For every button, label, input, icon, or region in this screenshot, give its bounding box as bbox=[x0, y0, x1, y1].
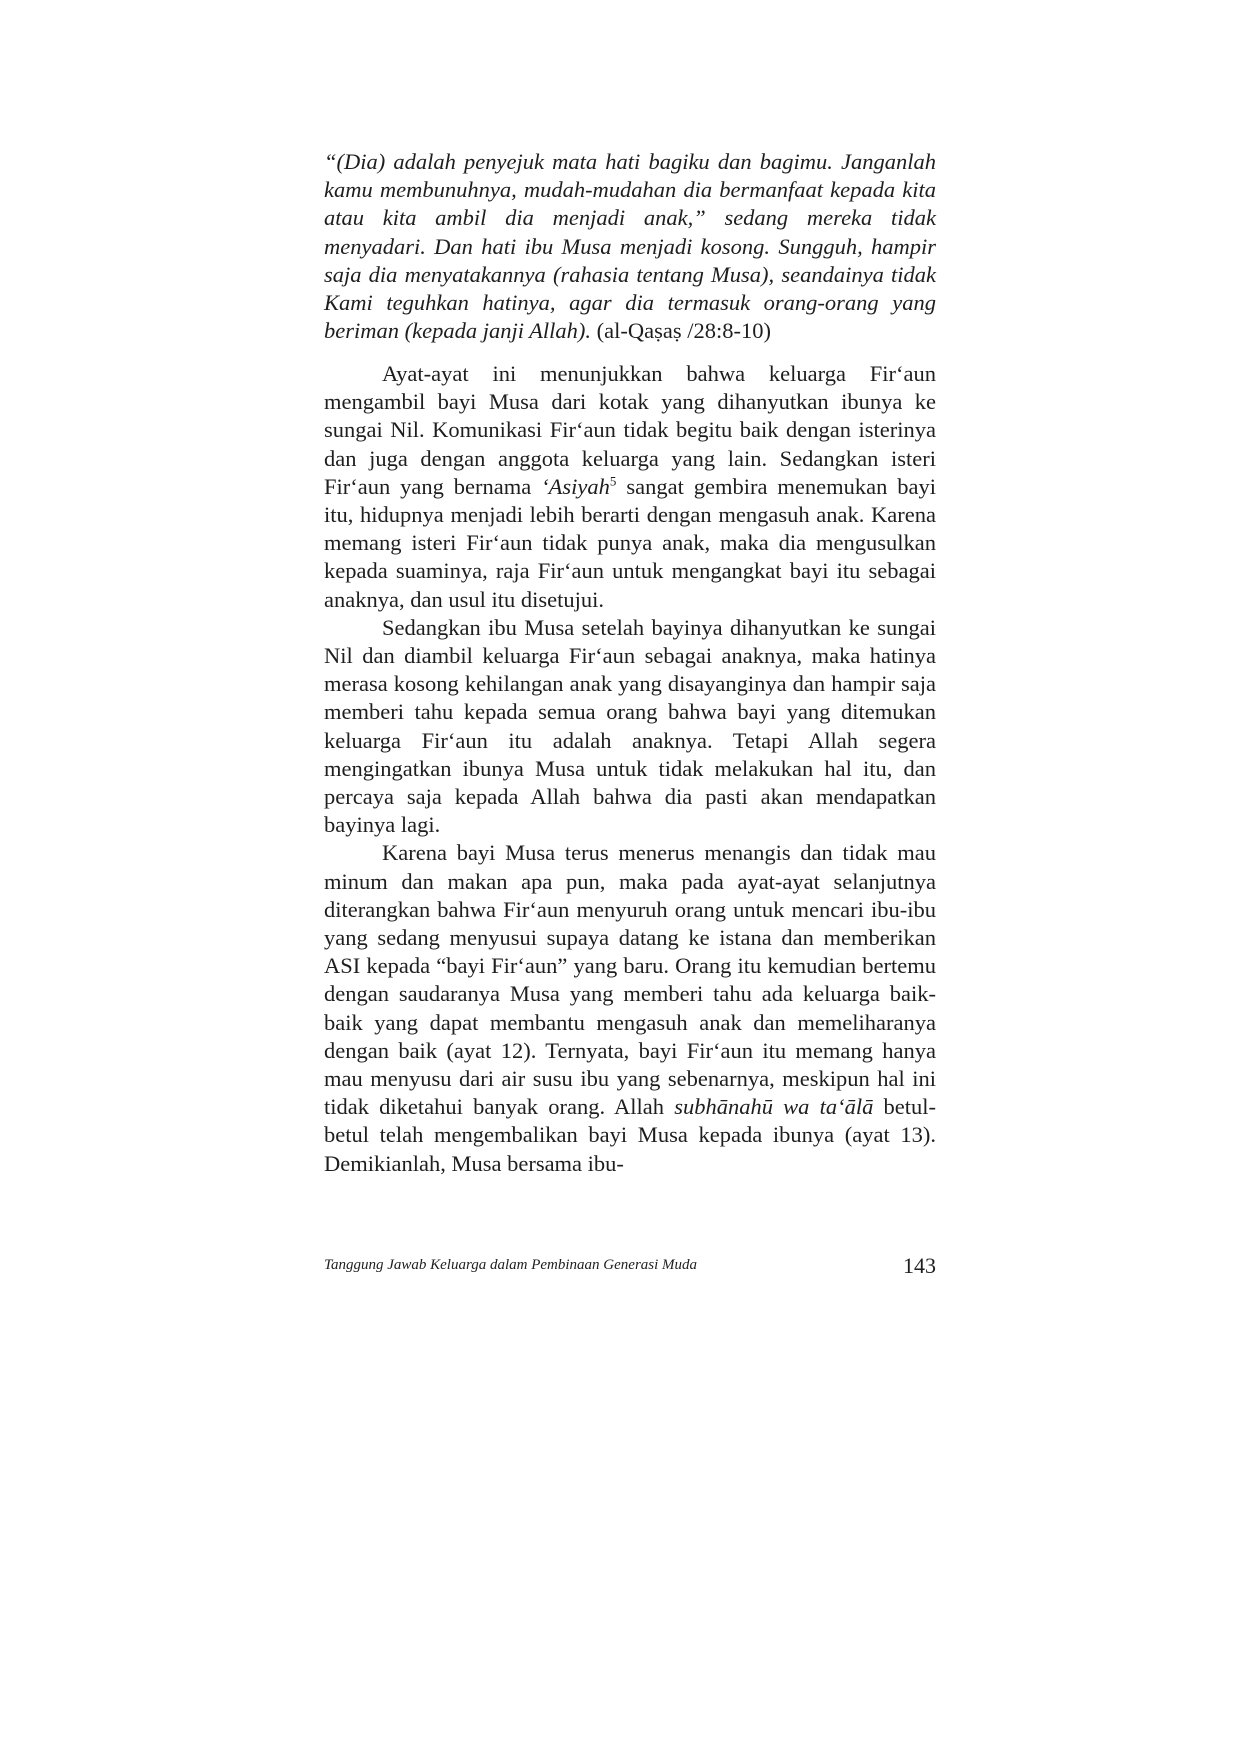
paragraph-1-text-a: Ayat-ayat ini menunjukkan bahwa keluarga Fir‘aun mengambil bayi Musa dari kotak yang dihanyutkan ibunya ke sungai Nil. Komunikasi Fir‘aun tidak begitu baik dengan isterinya dan juga dengan anggota keluarga yang lain. Sedangkan isteri Fir‘aun yang bernama bbox=[324, 361, 936, 499]
quote-text: “(Dia) adalah penyejuk mata hati bagiku dan bagimu. Janganlah kamu membunuhnya, mudah-mudahan dia bermanfaat kepada kita atau kita ambil dia menjadi anak,” sedang mereka tidak menyadari. Dan hati ibu Musa menjadi kosong. Sungguh, hampir saja dia menyatakannya (rahasia tentang Musa), seandainya tidak Kami teguhkan hatinya, agar dia termasuk orang-orang yang beriman (kepada janji Allah). bbox=[324, 149, 936, 344]
page-number: 143 bbox=[903, 1253, 936, 1278]
paragraph-3-text-b: betul-betul telah mengembalikan bayi Musa kepada ibunya (ayat 13). Demikianlah, Musa bersama ibu- bbox=[324, 1094, 936, 1176]
running-footer-title: Tanggung Jawab Keluarga dalam Pembinaan Generasi Muda bbox=[324, 1257, 698, 1273]
quote-reference: (al-Qaṣaṣ /28:8-10) bbox=[596, 318, 771, 344]
paragraph-1 bbox=[324, 360, 936, 614]
name-asiyah: ‘Asiyah bbox=[541, 473, 610, 499]
paragraph-3 bbox=[324, 839, 936, 1177]
footnote-marker: 5 bbox=[609, 473, 617, 489]
paragraph-2 bbox=[324, 614, 936, 840]
quranic-quote bbox=[324, 148, 936, 345]
paragraph-3-text-a: Karena bayi Musa terus menerus menangis dan tidak mau minum dan makan apa pun, maka pada ayat-ayat selanjutnya diterangkan bahwa Fir‘aun menyuruh orang untuk mencari ibu-ibu yang sedang menyusui supaya datang ke istana dan memberikan ASI kepada “bayi Fir‘aun” yang baru. Orang itu kemudian bertemu dengan saudaranya Musa yang memberi tahu ada keluarga baik-baik yang dapat membantu mengasuh anak dan memeliharanya dengan baik (ayat 12). Ternyata, bayi Fir‘aun itu memang hanya mau menyusu dari air susu ibu yang sebenarnya, meskipun hal ini tidak diketahui banyak orang. Allah bbox=[324, 840, 936, 1120]
page-footer bbox=[324, 1253, 936, 1281]
italic-phrase: subhānahū wa ta‘ālā bbox=[674, 1094, 874, 1120]
paragraph-1-text-b: sangat gembira menemukan bayi itu, hidupnya menjadi lebih berarti dengan mengasuh anak. Karena memang isteri Fir‘aun tidak punya anak, maka dia mengusulkan kepada suaminya, raja Fir‘aun untuk mengangkat bayi itu sebagai anaknya, dan usul itu disetujui. bbox=[324, 473, 936, 612]
paragraph-2-text: Sedangkan ibu Musa setelah bayinya dihanyutkan ke sungai Nil dan diambil keluarga Fir‘aun sebagai anaknya, maka hatinya merasa kosong kehilangan anak yang disayanginya dan hampir saja memberi tahu kepada semua orang bahwa bayi yang ditemukan keluarga Fir‘aun itu adalah anaknya. Tetapi Allah segera mengingatkan ibunya Musa untuk tidak melakukan hal itu, dan percaya saja kepada Allah bahwa dia pasti akan mendapatkan bayinya lagi. bbox=[324, 614, 936, 838]
body-text bbox=[324, 360, 936, 1178]
